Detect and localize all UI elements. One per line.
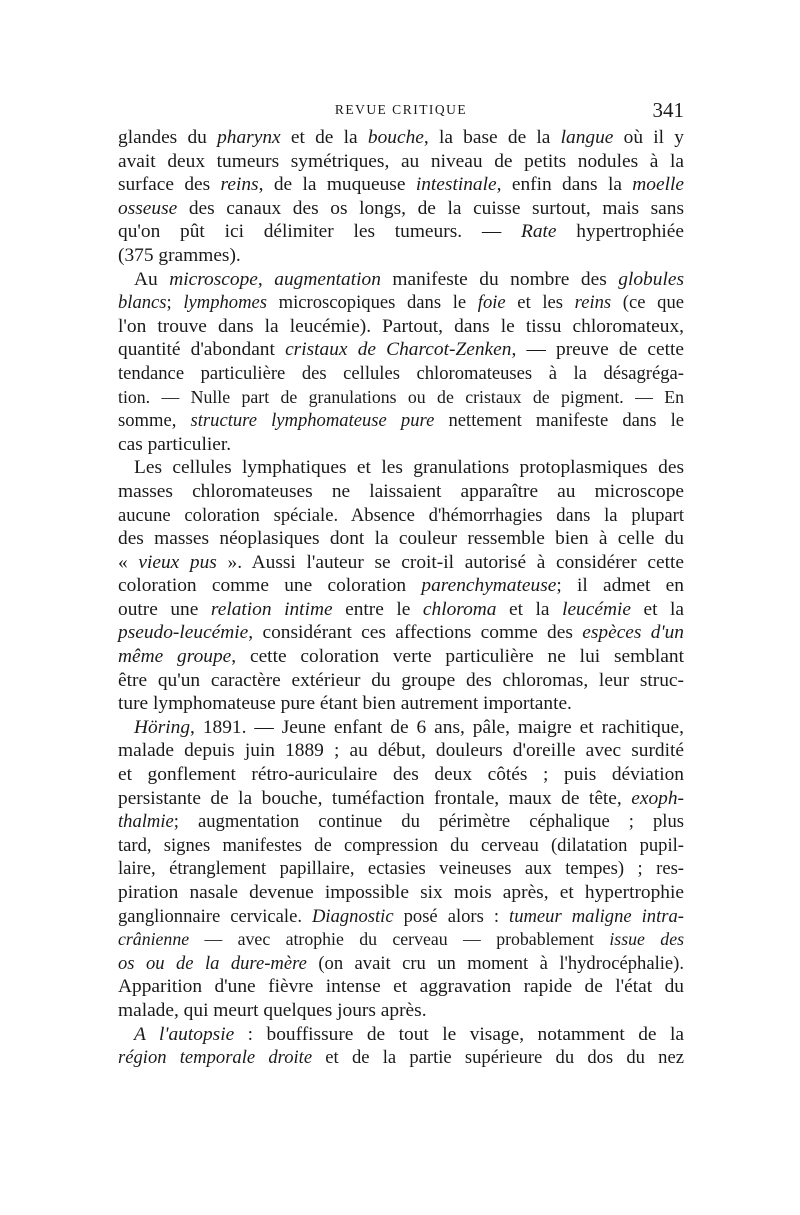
text-segment: ; il admet en bbox=[556, 575, 684, 597]
text-line bbox=[118, 787, 684, 811]
text-line bbox=[118, 645, 684, 669]
text-segment: et de la bbox=[280, 127, 368, 148]
text-segment: , — preuve de cette bbox=[511, 339, 684, 361]
text-segment: (on avait cru un moment à l'hydrocéphalie). bbox=[306, 952, 684, 974]
italic-segment: structure lymphomateuse pure bbox=[190, 410, 435, 432]
text-line bbox=[118, 173, 684, 197]
text-segment: des masses néoplasiques dont la couleur ressemble bien à celle du bbox=[118, 528, 684, 550]
text-segment: , de la muqueuse bbox=[258, 174, 416, 196]
text-segment: des canaux des os longs, de la cuisse surtout, mais sans bbox=[177, 197, 684, 219]
text-segment: Les cellules lymphatiques et les granulations protoplasmiques des bbox=[134, 457, 684, 479]
text-segment: ; augmentation continue du périmètre céphalique ; plus bbox=[173, 811, 684, 833]
italic-segment: relation intime bbox=[210, 598, 333, 620]
italic-segment: pharynx bbox=[217, 127, 281, 148]
text-line bbox=[118, 1046, 684, 1070]
italic-segment: parenchymateuse bbox=[421, 575, 557, 597]
text-line bbox=[118, 338, 684, 362]
text-segment: nettement manifeste dans le bbox=[434, 410, 685, 432]
text-segment: coloration comme une coloration bbox=[118, 575, 422, 597]
text-segment: masses chloromateuses ne laissaient apparaître au microscope bbox=[118, 480, 684, 502]
text-segment: être qu'un caractère extérieur du groupe des chloromas, leur struc- bbox=[118, 669, 684, 691]
text-segment: et gonflement rétro-auriculaire des deux côtés ; puis déviation bbox=[118, 764, 684, 786]
text-segment: tion. — Nulle part de granulations ou de cristaux de pigment. — En bbox=[118, 386, 684, 407]
text-line bbox=[118, 881, 684, 905]
text-segment: , enfin dans la bbox=[496, 174, 633, 196]
text-line bbox=[118, 291, 684, 315]
text-segment: , bbox=[257, 268, 275, 290]
italic-segment: tumeur maligne intra- bbox=[509, 905, 684, 927]
text-segment: avait deux tumeurs symétriques, au niveau de petits nodules à la bbox=[118, 150, 684, 172]
text-line bbox=[118, 409, 684, 433]
italic-segment: os ou de la dure-mère bbox=[118, 952, 307, 974]
italic-segment: blancs bbox=[118, 292, 167, 314]
italic-segment: même groupe bbox=[118, 646, 232, 668]
text-line bbox=[118, 244, 684, 268]
text-segment: ». Aussi l'auteur se croit-il autorisé à considérer cette bbox=[216, 551, 684, 573]
text-segment: somme, bbox=[118, 410, 191, 432]
text-segment: posé alors : bbox=[393, 905, 510, 927]
italic-segment: globules bbox=[618, 268, 684, 290]
text-segment: hypertrophiée bbox=[556, 221, 684, 243]
text-segment: et les bbox=[505, 292, 575, 314]
text-line bbox=[118, 574, 684, 598]
italic-segment: issue des bbox=[609, 929, 685, 950]
text-segment: et la bbox=[630, 598, 685, 620]
text-segment: ture lymphomateuse pure étant bien autrement importante. bbox=[118, 693, 572, 715]
text-line bbox=[118, 763, 684, 787]
text-line bbox=[118, 456, 684, 480]
text-segment: : bouffissure de tout le visage, notamment de la bbox=[234, 1023, 684, 1045]
italic-segment: microscope bbox=[169, 268, 258, 290]
text-segment: outre une bbox=[118, 598, 211, 620]
italic-segment: pseudo-leucémie bbox=[118, 622, 249, 644]
text-line bbox=[118, 928, 684, 952]
text-line bbox=[118, 999, 684, 1023]
italic-segment: reins bbox=[574, 292, 612, 314]
text-line bbox=[118, 220, 684, 244]
italic-segment: augmentation bbox=[274, 268, 381, 290]
text-line bbox=[118, 315, 684, 339]
italic-segment: leucémie bbox=[562, 598, 631, 620]
text-line bbox=[118, 669, 684, 693]
text-line bbox=[118, 504, 684, 528]
italic-segment: A l'autopsie bbox=[134, 1023, 235, 1045]
italic-segment: bouche bbox=[367, 127, 424, 148]
text-line bbox=[118, 126, 684, 150]
text-line bbox=[118, 433, 684, 457]
text-line bbox=[118, 857, 684, 881]
text-line bbox=[118, 197, 684, 221]
text-segment: (ce que bbox=[611, 292, 684, 314]
text-line bbox=[118, 692, 684, 716]
text-line bbox=[118, 739, 684, 763]
text-segment: ganglionnaire cervicale. bbox=[118, 905, 312, 927]
italic-segment: lymphomes bbox=[183, 292, 268, 314]
italic-segment: exoph- bbox=[631, 787, 684, 809]
text-line bbox=[118, 952, 684, 976]
text-segment: aucune coloration spéciale. Absence d'hémorrhagies dans la plupart bbox=[118, 504, 684, 526]
text-segment: (375 grammes). bbox=[118, 244, 241, 266]
running-head bbox=[118, 98, 684, 126]
italic-segment: thalmie bbox=[118, 811, 174, 833]
body-text bbox=[118, 126, 684, 1070]
text-line bbox=[118, 598, 684, 622]
italic-segment: région temporale droite bbox=[118, 1047, 313, 1069]
text-line bbox=[118, 621, 684, 645]
text-segment: Apparition d'une fièvre intense et aggravation rapide de l'état du bbox=[118, 976, 684, 998]
text-line bbox=[118, 150, 684, 174]
italic-segment: Rate bbox=[521, 221, 557, 243]
italic-segment: espèces d'un bbox=[582, 622, 685, 644]
italic-segment: Höring bbox=[134, 716, 191, 738]
italic-segment: Diagnostic bbox=[311, 905, 394, 927]
text-segment: entre le bbox=[332, 598, 423, 620]
italic-segment: crânienne bbox=[118, 929, 190, 950]
text-line bbox=[118, 268, 684, 292]
text-segment: , cette coloration verte particulière ne lui semblant bbox=[231, 646, 685, 668]
italic-segment: vieux pus bbox=[138, 551, 217, 573]
text-segment: malade depuis juin 1889 ; au début, douleurs d'oreille avec surdité bbox=[118, 740, 684, 762]
text-segment: Au bbox=[134, 268, 170, 290]
text-segment: manifeste du nombre des bbox=[380, 268, 619, 290]
text-segment: et de la partie supérieure du dos du nez bbox=[312, 1047, 684, 1069]
text-segment: persistante de la bouche, tuméfaction frontale, maux de tête, bbox=[118, 787, 632, 809]
text-segment: laire, étranglement papillaire, ectasies veineuses aux tempes) ; res- bbox=[118, 858, 684, 880]
text-segment: piration nasale devenue impossible six mois après, et hypertrophie bbox=[118, 882, 684, 903]
text-segment: ; bbox=[166, 292, 184, 314]
text-segment: « bbox=[118, 551, 139, 573]
text-segment: l'on trouve dans la leucémie). Partout, dans le tissu chloromateux, bbox=[118, 315, 684, 337]
text-segment: cas particulier. bbox=[118, 433, 232, 455]
text-segment: surface des bbox=[118, 174, 221, 196]
text-line bbox=[118, 527, 684, 551]
italic-segment: foie bbox=[477, 292, 506, 314]
text-segment: , 1891. — Jeune enfant de 6 ans, pâle, maigre et rachitique, bbox=[190, 716, 684, 738]
text-line bbox=[118, 386, 684, 410]
text-segment: tendance particulière des cellules chloromateuses à la désagréga- bbox=[118, 362, 684, 384]
text-line bbox=[118, 810, 684, 834]
italic-segment: intestinale bbox=[415, 174, 497, 196]
text-line bbox=[118, 480, 684, 504]
text-segment: malade, qui meurt quelques jours après. bbox=[118, 999, 427, 1021]
text-line bbox=[118, 905, 684, 929]
italic-segment: osseuse bbox=[118, 197, 178, 219]
text-segment: qu'on pût ici délimiter les tumeurs. — bbox=[118, 221, 521, 243]
text-segment: quantité d'abondant bbox=[118, 339, 286, 361]
text-segment: où il y bbox=[613, 127, 684, 148]
text-line bbox=[118, 975, 684, 999]
text-line bbox=[118, 551, 684, 575]
text-segment: et la bbox=[496, 598, 563, 620]
italic-segment: moelle bbox=[632, 174, 684, 196]
text-segment: , considérant ces affections comme des bbox=[248, 622, 583, 644]
italic-segment: langue bbox=[560, 127, 614, 148]
text-segment: — avec atrophie du cerveau — probablement bbox=[189, 929, 610, 950]
italic-segment: chloroma bbox=[422, 598, 497, 620]
page-number: 341 bbox=[652, 98, 684, 122]
text-segment: microscopiques dans le bbox=[267, 292, 478, 314]
text-segment: , la base de la bbox=[423, 127, 561, 148]
italic-segment: cristaux de Charcot-Zenken bbox=[285, 339, 512, 361]
running-title: REVUE CRITIQUE bbox=[334, 102, 468, 117]
italic-segment: reins bbox=[220, 174, 259, 196]
text-segment: glandes du bbox=[118, 127, 218, 148]
text-line bbox=[118, 834, 684, 858]
text-line bbox=[118, 1023, 684, 1047]
text-segment: tard, signes manifestes de compression du cerveau (dilatation pupil- bbox=[118, 834, 684, 856]
text-line bbox=[118, 716, 684, 740]
text-line bbox=[118, 362, 684, 386]
